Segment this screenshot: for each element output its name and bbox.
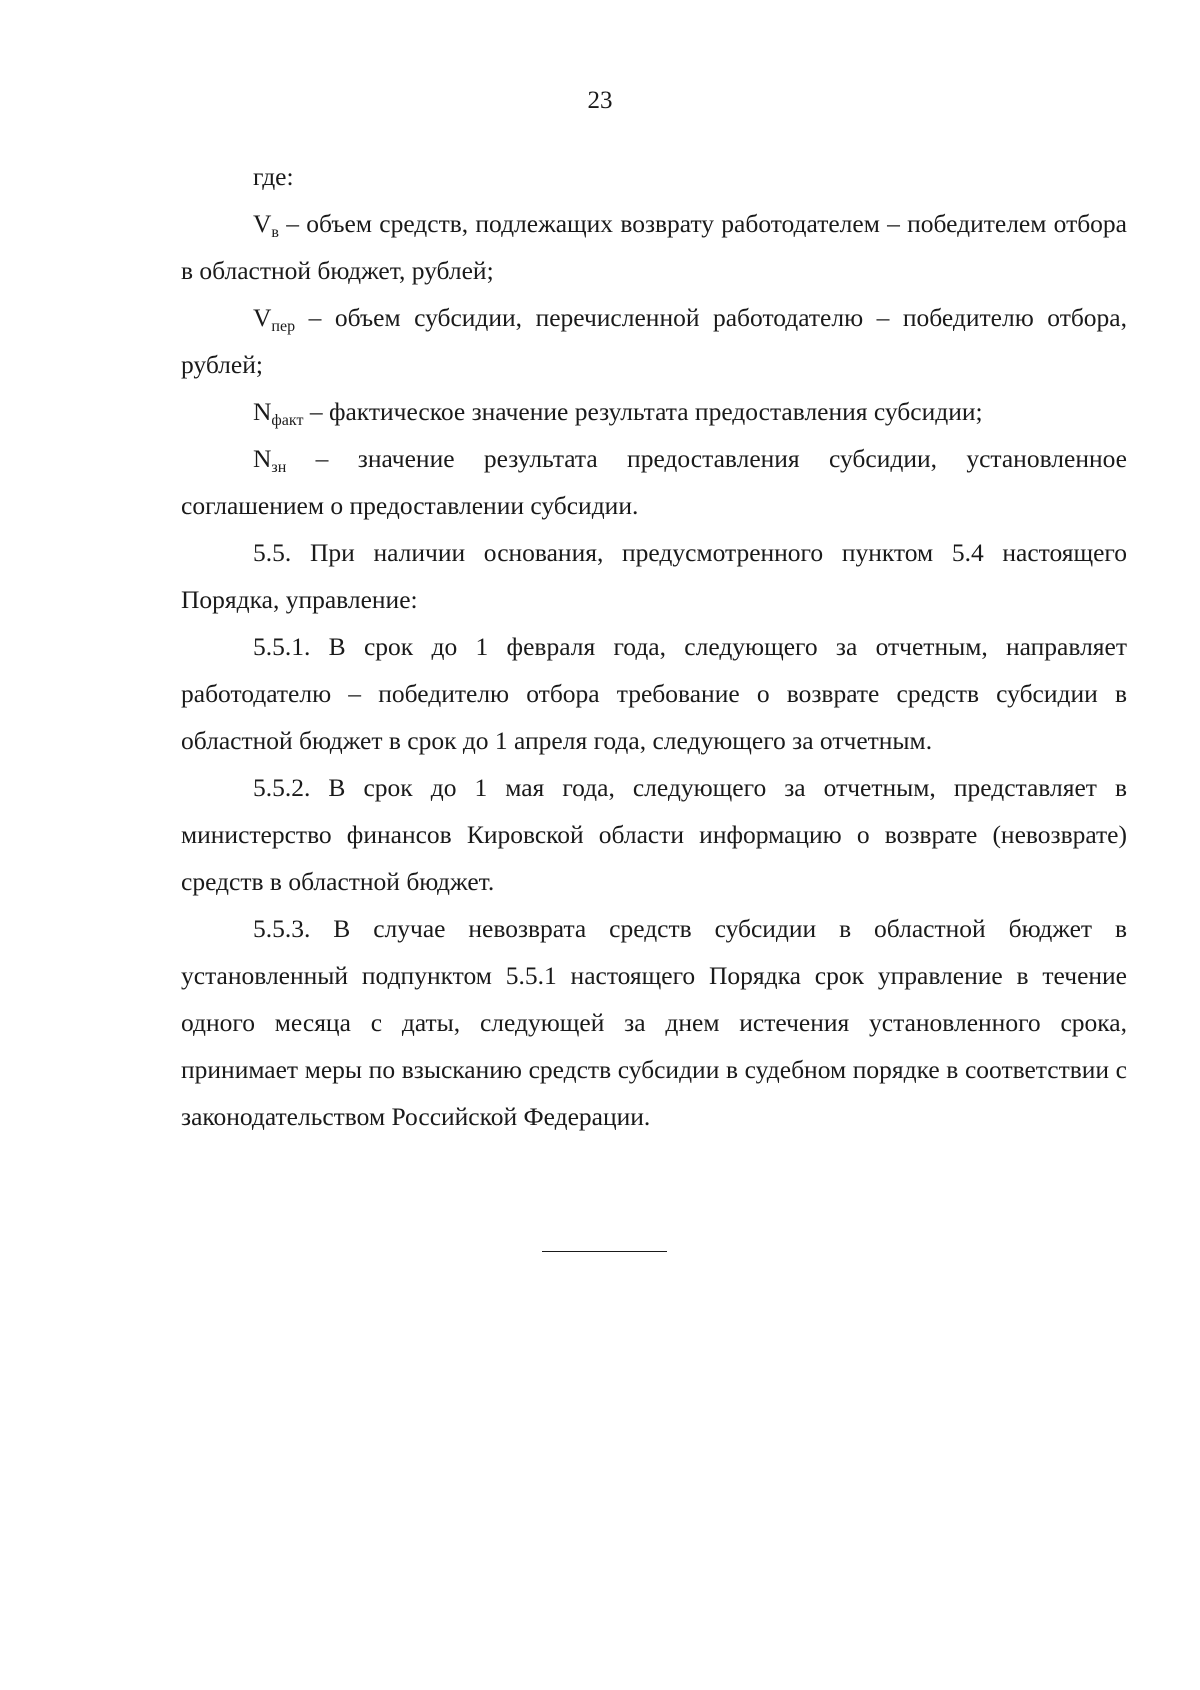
paragraph-5-5-1: 5.5.1. В срок до 1 февраля года, следующего за отчетным, направляет работодателю – победителю отбора требование о возврате средств субсидии в областной бюджет в срок до 1 апреля года, следующего за отчетным. <box>181 632 1127 755</box>
symbol-letter: V <box>253 303 272 332</box>
symbol <box>253 397 304 429</box>
symbol-letter: V <box>253 209 272 238</box>
symbol-letter: N <box>253 444 272 473</box>
symbol <box>253 444 287 476</box>
definition-v-returned <box>181 200 1127 294</box>
definition-text: – фактическое значение результата предоставления субсидии; <box>303 397 983 426</box>
symbol-letter: N <box>253 397 272 426</box>
paragraph-5-5-3: 5.5.3. В случае невозврата средств субсидии в областной бюджет в установленный подпунктом 5.5.1 настоящего Порядка срок управление в течение одного месяца с даты, следующей за днем истечения установленного срока, принимает меры по взысканию средств субсидии в судебном порядке в соответствии с законодательством Российской Федерации. <box>181 914 1127 1131</box>
symbol <box>253 303 296 335</box>
definition-n-actual <box>181 388 1127 435</box>
definition-text: – объем субсидии, перечисленной работодателю – победителю отбора, рублей; <box>181 303 1127 379</box>
definition-v-transferred <box>181 294 1127 388</box>
symbol <box>253 209 279 241</box>
definition-text: – объем средств, подлежащих возврату работодателем – победителем отбора в областной бюджет, рублей; <box>181 209 1127 285</box>
intro-line: где: <box>253 162 294 191</box>
document-body <box>181 153 1127 1140</box>
symbol-subscript: пер <box>271 318 296 335</box>
symbol-subscript: зн <box>271 459 287 476</box>
paragraph-5-5-2: 5.5.2. В срок до 1 мая года, следующего за отчетным, представляет в министерство финансов Кировской области информацию о возврате (невозврате) средств в областной бюджет. <box>181 773 1127 896</box>
symbol-subscript: в <box>271 224 279 241</box>
closing-rule <box>542 1251 667 1252</box>
definition-n-target <box>181 435 1127 529</box>
paragraph-5-5: 5.5. При наличии основания, предусмотренного пунктом 5.4 настоящего Порядка, управление: <box>181 538 1127 614</box>
symbol-subscript: факт <box>271 412 304 429</box>
page-number: 23 <box>587 87 613 114</box>
definition-text: – значение результата предоставления субсидии, установленное соглашением о предоставлении субсидии. <box>181 444 1127 520</box>
